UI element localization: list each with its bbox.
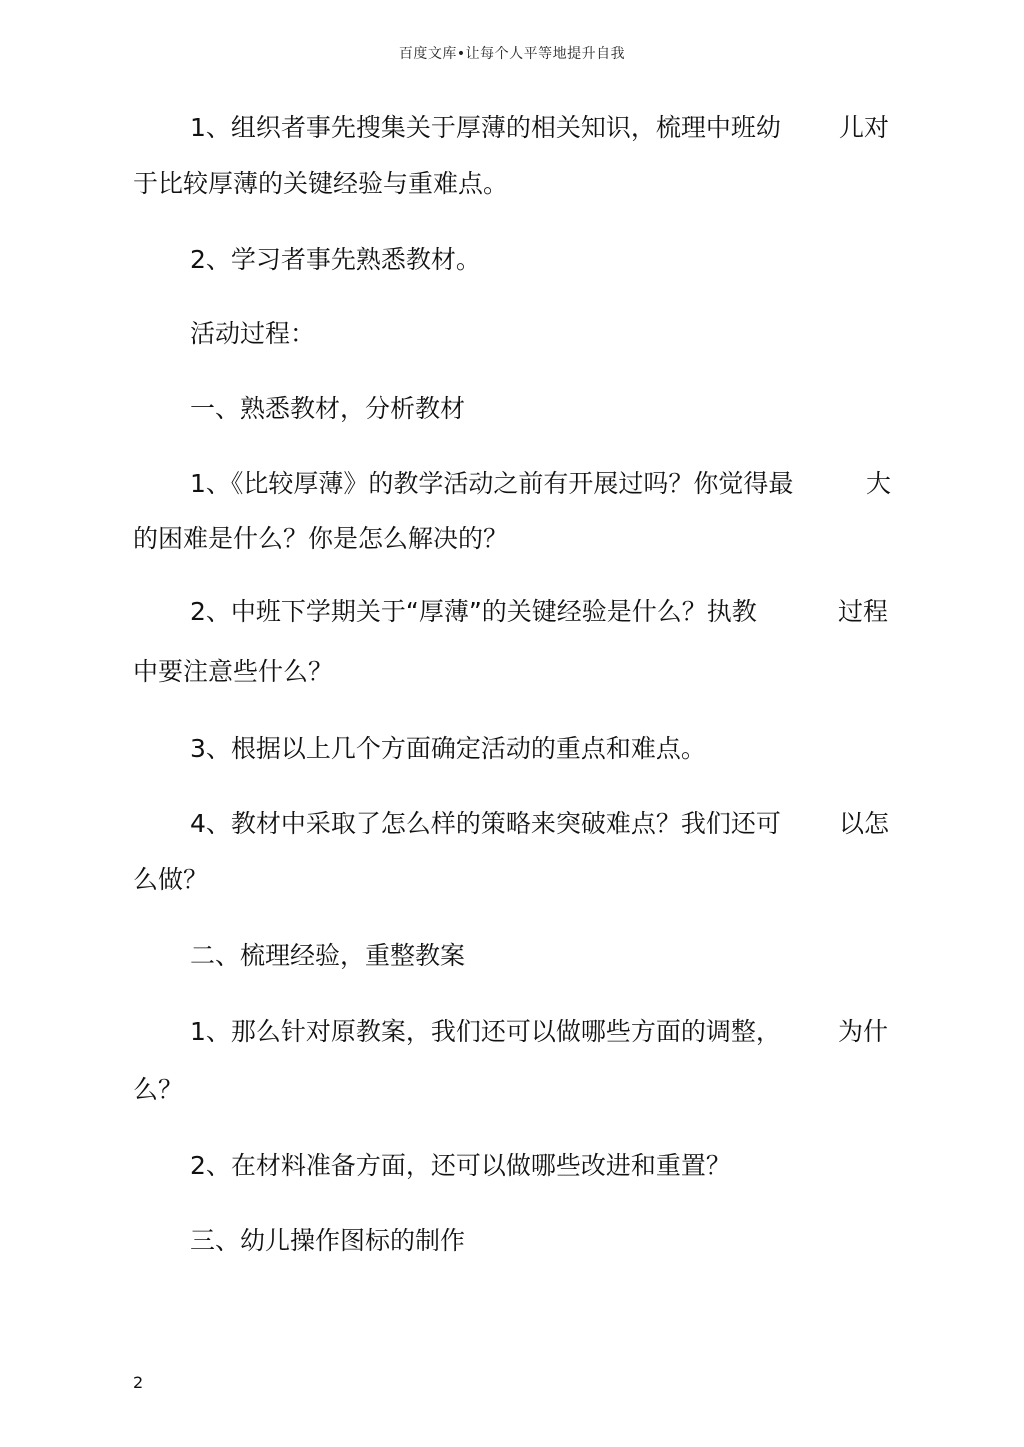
- section-label-activity-process: 活动过程：: [190, 319, 316, 348]
- paragraph-8-line-2: 么做？: [133, 865, 209, 894]
- paragraph-7: 3、根据以上几个方面确定活动的重点和难点。: [190, 734, 706, 763]
- section-heading-3: 三、幼儿操作图标的制作: [190, 1226, 466, 1255]
- page-header: 百度文库•让每个人平等地提升自我: [398, 46, 626, 62]
- paragraph-2: 2、学习者事先熟悉教材。: [190, 245, 481, 274]
- paragraph-5-line-1: 1、《比较厚薄》的教学活动之前有开展过吗？你觉得最: [190, 469, 794, 498]
- paragraph-11: 2、在材料准备方面，还可以做哪些改进和重置？: [190, 1151, 731, 1180]
- paragraph-6-line-1-tail: 过程: [838, 597, 889, 626]
- paragraph-1-line-2: 于比较厚薄的关键经验与重难点。: [133, 169, 509, 198]
- paragraph-10-line-1: 1、那么针对原教案，我们还可以做哪些方面的调整，: [190, 1017, 781, 1046]
- page-number: 2: [133, 1373, 144, 1392]
- paragraph-6-line-1: 2、中班下学期关于“厚薄”的关键经验是什么？执教: [190, 597, 757, 626]
- paragraph-1-line-1-tail: 儿对: [839, 113, 890, 142]
- paragraph-6-line-2: 中要注意些什么？: [133, 657, 334, 686]
- paragraph-8-line-1-tail: 以怎: [839, 809, 890, 838]
- section-heading-2: 二、梳理经验，重整教案: [190, 941, 466, 970]
- paragraph-5-line-1-tail: 大: [866, 469, 892, 498]
- paragraph-10-line-2: 么？: [133, 1075, 184, 1104]
- section-heading-1: 一、熟悉教材，分析教材: [190, 394, 466, 423]
- paragraph-8-line-1: 4、教材中采取了怎么样的策略来突破难点？我们还可: [190, 809, 781, 838]
- paragraph-1-line-1: 1、组织者事先搜集关于厚薄的相关知识，梳理中班幼: [190, 113, 781, 142]
- paragraph-10-line-1-tail: 为什: [838, 1017, 889, 1046]
- paragraph-5-line-2: 的困难是什么？你是怎么解决的？: [133, 524, 509, 553]
